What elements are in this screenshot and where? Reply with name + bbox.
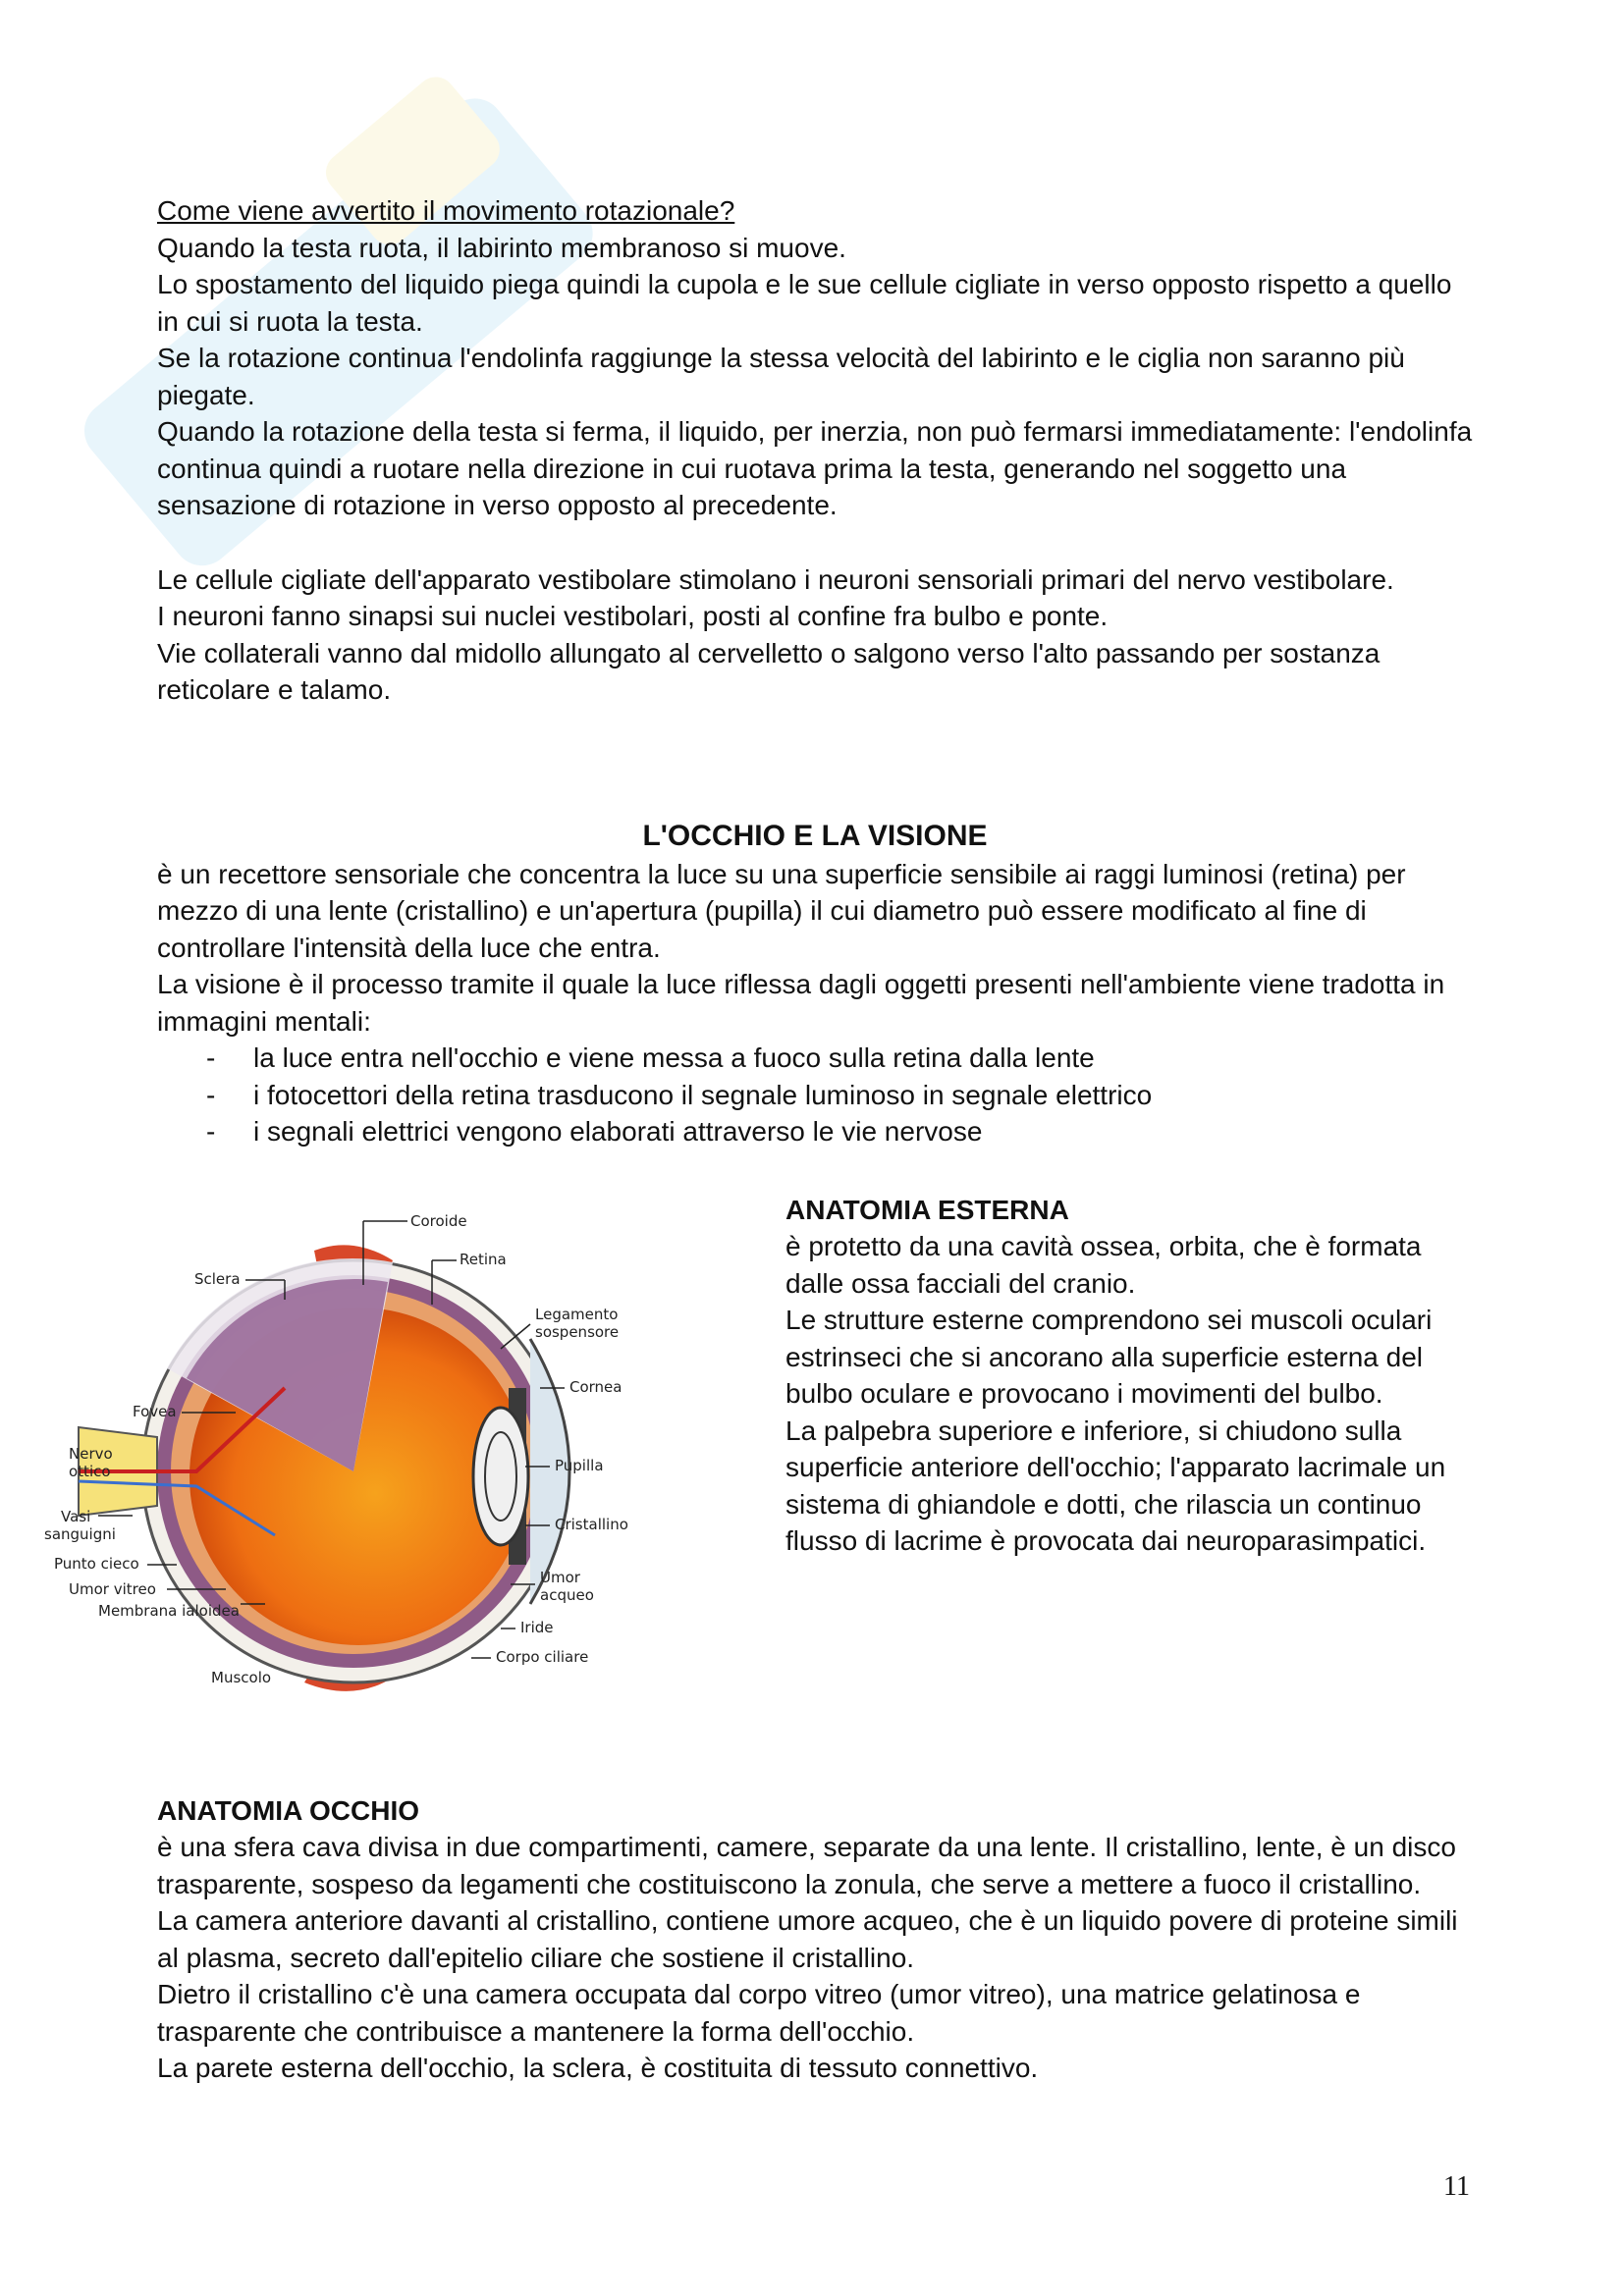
label-muscolo: Muscolo xyxy=(211,1668,272,1686)
esterna-line: è protetto da una cavità ossea, orbita, che è formata dalle ossa facciali del cranio. xyxy=(785,1231,1422,1299)
label-umor-vitreo: Umor vitreo xyxy=(69,1579,156,1598)
vestibolare-line: Vie collaterali vanno dal midollo allungato al cervelletto o salgono verso l'alto passando per sostanza reticolare e talamo. xyxy=(157,637,1380,705)
intro-line: Quando la testa ruota, il labirinto membranoso si muove. xyxy=(157,232,846,263)
label-fovea: Fovea xyxy=(133,1402,177,1420)
eye-diagram xyxy=(39,1192,648,1741)
label-nervo-2: ottico xyxy=(69,1462,111,1480)
label-pupilla: Pupilla xyxy=(555,1456,604,1474)
label-umor-acqueo: Umor xyxy=(540,1568,580,1586)
label-iride: Iride xyxy=(520,1618,554,1636)
esterna-heading: ANATOMIA ESTERNA xyxy=(785,1194,1069,1225)
label-cornea: Cornea xyxy=(569,1377,623,1396)
page-number: 11 xyxy=(1443,2171,1470,2202)
esterna-line: La palpebra superiore e inferiore, si chiudono sulla superficie anteriore dell'occhio; l'apparato lacrimale un sistema di ghiandole e dotti, che rilascia un continuo flusso di lacrime è provocata dai neuroparasimpatici. xyxy=(785,1415,1446,1556)
anatomia-line: è una sfera cava divisa in due compartimenti, camere, separate da una lente. Il cristallino, lente, è un disco trasparente, sospeso da legamenti che costituiscono la zonula, che serve a mettere a fuoco il cristallino. xyxy=(157,1832,1456,1899)
label-corpo-ciliare: Corpo ciliare xyxy=(496,1647,589,1666)
occhio-paragraph: è un recettore sensoriale che concentra la luce su una superficie sensibile ai raggi luminosi (retina) per mezzo di una lente (cristallino) e un'apertura (pupilla) il cui diametro può essere modificato al fine di controllare l'intensità della luce che entra. xyxy=(157,858,1406,963)
label-coroide: Coroide xyxy=(410,1211,467,1230)
label-membrana: Membrana ialoidea xyxy=(98,1601,240,1620)
section-title: L'OCCHIO E LA VISIONE xyxy=(642,819,988,852)
anatomia-line: Dietro il cristallino c'è una camera occupata dal corpo vitreo (umor vitreo), una matrice gelatinosa e trasparente che contribuisce a mantenere la forma dell'occhio. xyxy=(157,1979,1361,2047)
esterna-line: Le strutture esterne comprendono sei muscoli oculari estrinseci che si ancorano alla superficie esterna del bulbo oculare e provocano i movimenti del bulbo. xyxy=(785,1305,1433,1409)
label-punto-cieco: Punto cieco xyxy=(54,1554,139,1573)
label-sclera: Sclera xyxy=(194,1269,241,1288)
anatomia-esterna xyxy=(785,1192,1473,1741)
label-vasi-2: sanguigni xyxy=(44,1524,116,1543)
vestibolare-line: Le cellule cigliate dell'apparato vestibolare stimolano i neuroni sensoriali primari del nervo vestibolare. xyxy=(157,563,1394,595)
intro-line: Quando la rotazione della testa si ferma, il liquido, per inerzia, non può fermarsi immediatamente: l'endolinfa continua quindi a ruotare nella direzione in cui ruotava prima la testa, generando nel soggetto una sensazione di rotazione in verso opposto al precedente. xyxy=(157,416,1473,520)
intro-line: Lo spostamento del liquido piega quindi la cupola e le sue cellule cigliate in verso opposto rispetto a quello in cui si ruota la testa. xyxy=(157,269,1452,337)
question-heading: Come viene avvertito il movimento rotazionale? xyxy=(157,195,735,226)
label-legamento: Legamento xyxy=(535,1305,619,1323)
label-retina: Retina xyxy=(460,1250,507,1268)
occhio-paragraph: La visione è il processo tramite il quale la luce riflessa dagli oggetti presenti nell'ambiente viene tradotta in immagini mentali: xyxy=(157,969,1445,1037)
label-nervo: Nervo xyxy=(69,1444,113,1463)
list-item: - i segnali elettrici vengono elaborati attraverso le vie nervose xyxy=(206,1113,1473,1150)
anatomia-heading: ANATOMIA OCCHIO xyxy=(157,1794,420,1826)
anatomia-line: La parete esterna dell'occhio, la sclera, è costituita di tessuto connettivo. xyxy=(157,2053,1039,2083)
list-item: - la luce entra nell'occhio e viene messa a fuoco sulla retina dalla lente xyxy=(206,1040,1473,1077)
page-content xyxy=(44,192,1473,2087)
label-legamento-2: sospensore xyxy=(535,1322,620,1341)
lens-shape xyxy=(473,1408,528,1545)
list-item: - i fotocettori della retina trasducono il segnale luminoso in segnale elettrico xyxy=(206,1077,1473,1114)
anatomia-occhio xyxy=(157,1792,1473,2087)
label-vasi: Vasi xyxy=(61,1507,91,1525)
intro-line: Se la rotazione continua l'endolinfa raggiunge la stessa velocità del labirinto e le ciglia non saranno più piegate. xyxy=(157,343,1405,410)
label-umor-acqueo-2: acqueo xyxy=(540,1585,594,1604)
bullet-list xyxy=(157,1040,1473,1150)
anatomia-line: La camera anteriore davanti al cristallino, contiene umore acqueo, che è un liquido povere di proteine simili al plasma, secreto dall'epitelio ciliare che sostiene il cristallino. xyxy=(157,1905,1458,1973)
vestibolare-line: I neuroni fanno sinapsi sui nuclei vestibolari, posti al confine fra bulbo e ponte. xyxy=(157,601,1109,631)
label-cristallino: Cristallino xyxy=(555,1515,628,1533)
